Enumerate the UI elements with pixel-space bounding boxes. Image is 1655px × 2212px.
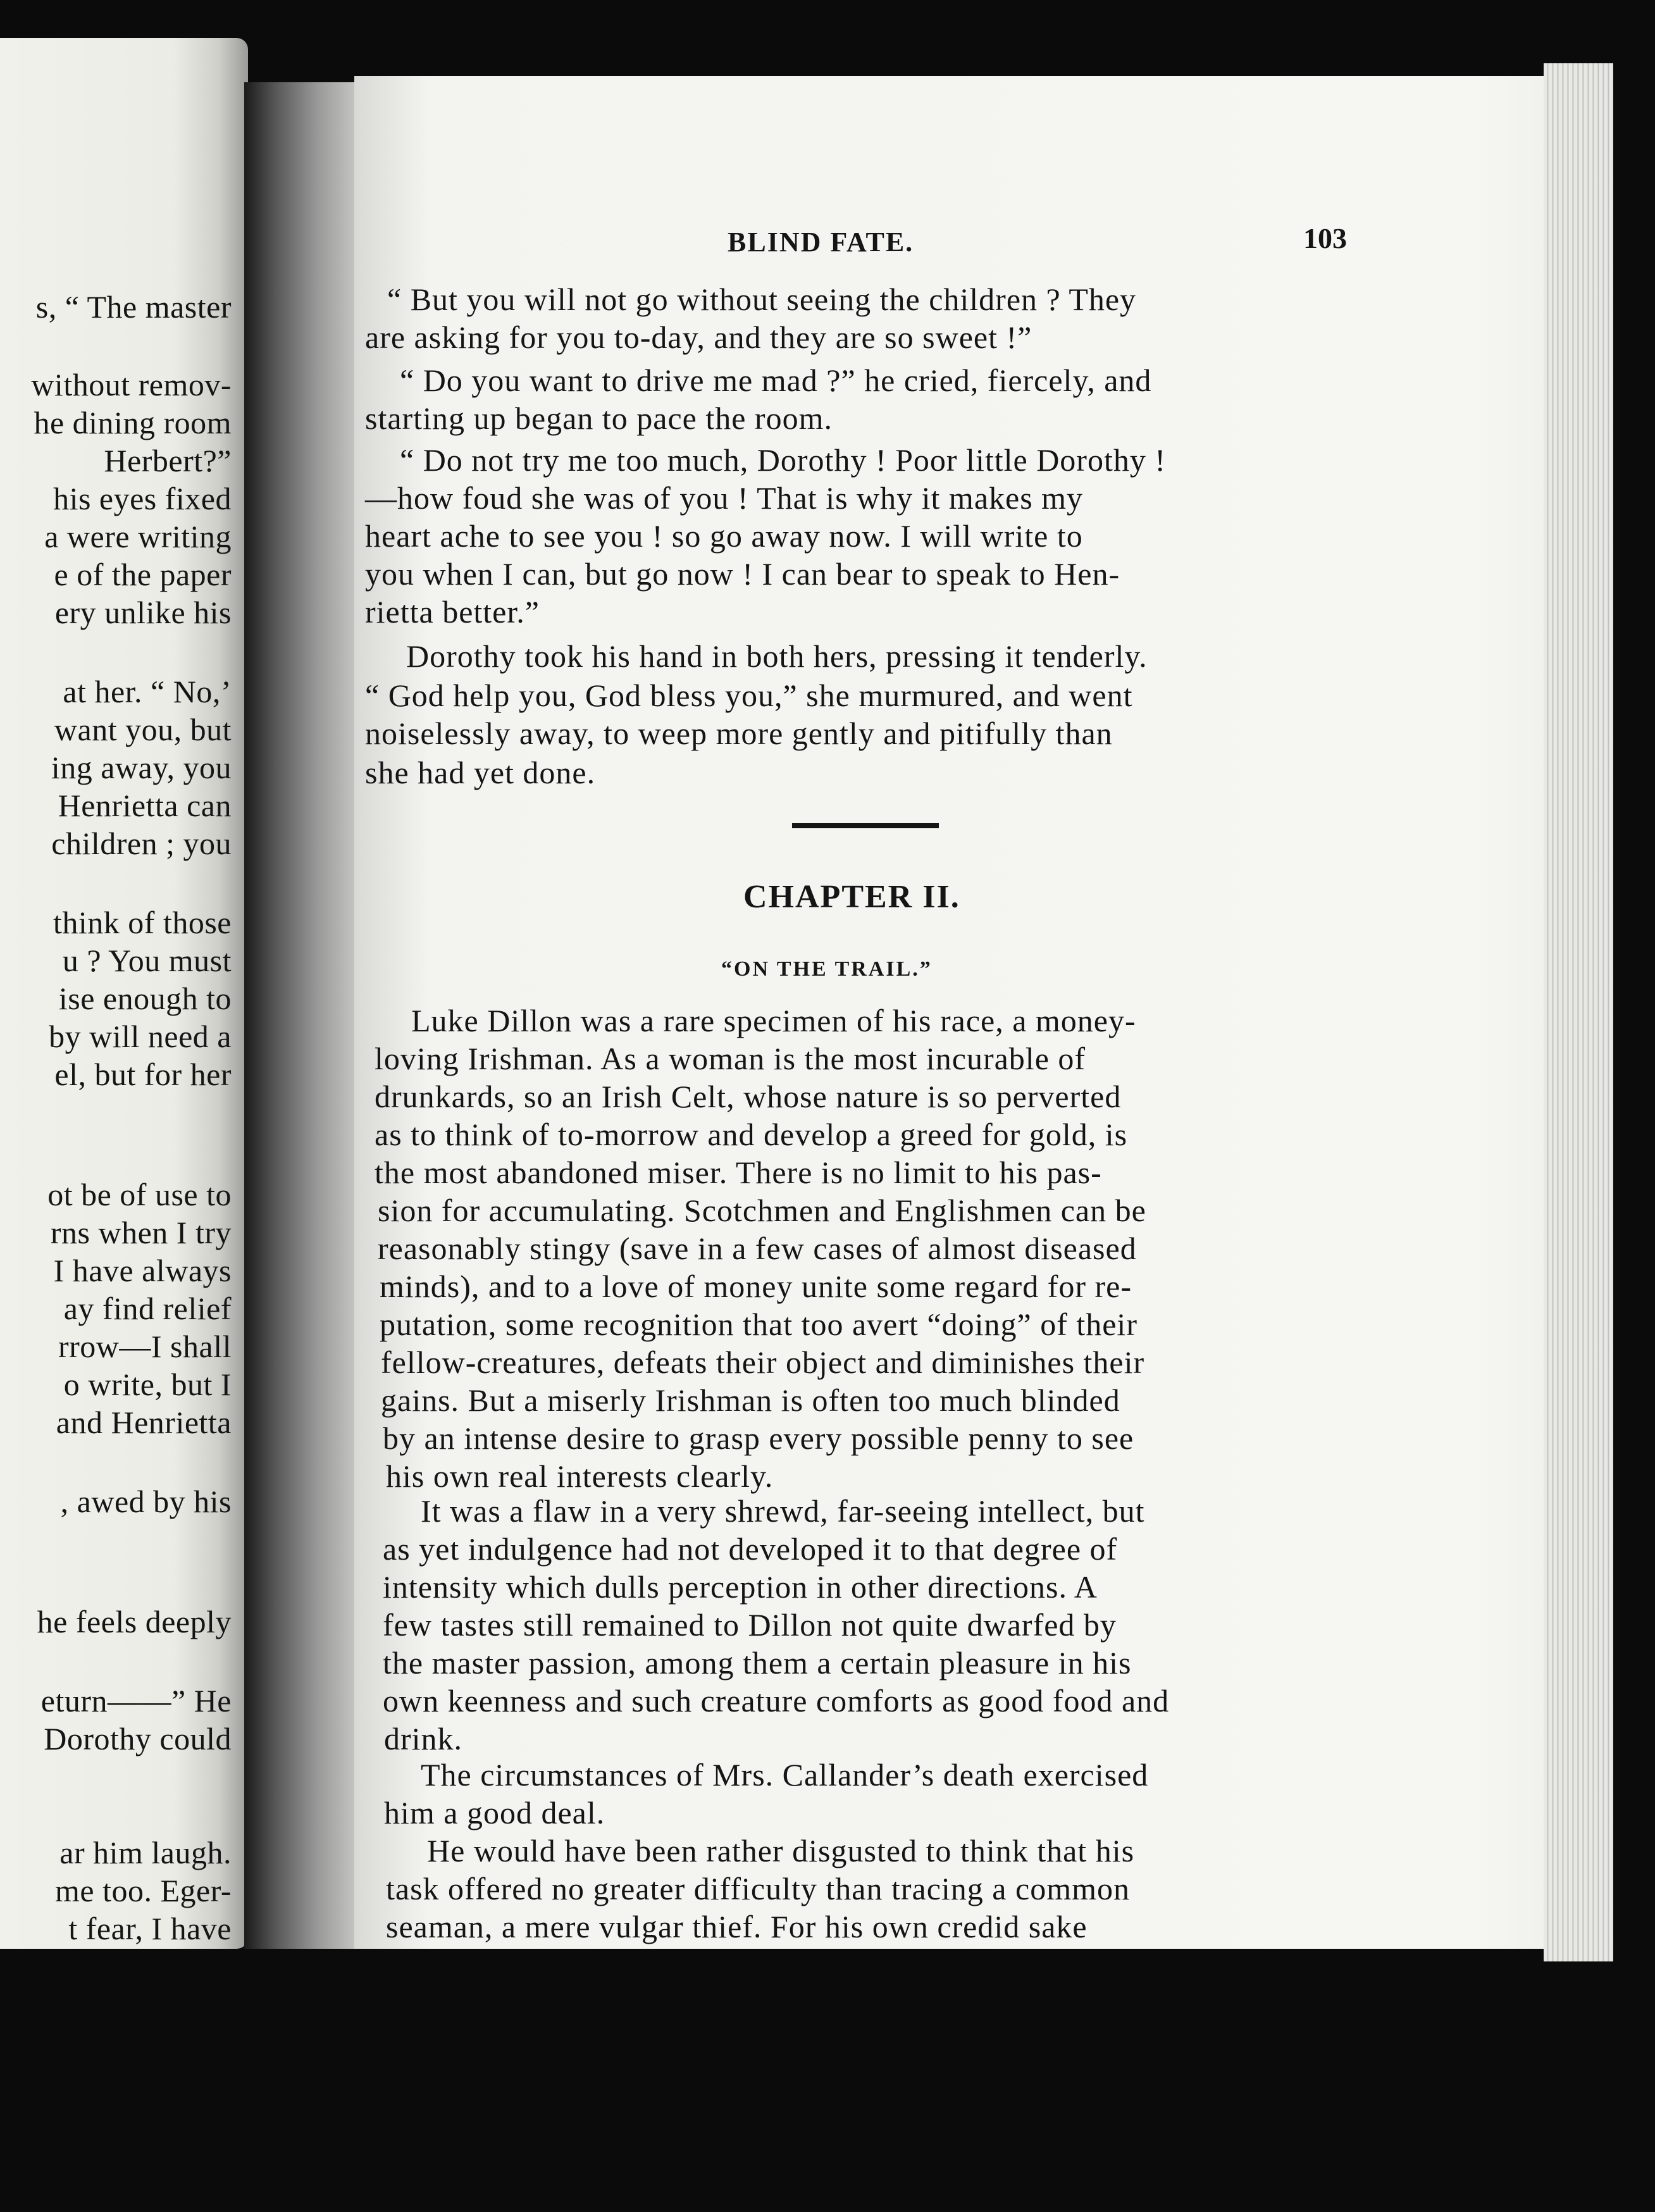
text-line: a were writing [44, 519, 232, 554]
text-line: as to think of to-morrow and develop a greed for gold, is [375, 1117, 1128, 1152]
text-line: without remov- [31, 367, 232, 402]
text-line: The circumstances of Mrs. Callander’s death exercised [421, 1757, 1149, 1793]
text-line: heart ache to see you ! so go away now. I will write to [365, 518, 1083, 554]
text-line: o write, but I [63, 1367, 232, 1402]
text-line: and Henrietta [56, 1405, 232, 1440]
text-line: fellow-creatures, defeats their object and diminishes their [381, 1345, 1145, 1380]
text-line: she had yet done. [365, 755, 596, 790]
text-line: ar him laugh. [59, 1835, 232, 1870]
text-line: Luke Dillon was a rare specimen of his race, a money- [411, 1003, 1136, 1038]
text-line: s, “ The master [35, 289, 232, 325]
text-line: t fear, I have [68, 1911, 232, 1946]
text-line: ise enough to [58, 981, 232, 1016]
text-line: drink. [384, 1721, 463, 1756]
text-line: by will need a [49, 1019, 232, 1054]
chapter-subtitle: “ON THE TRAIL.” [721, 957, 933, 981]
text-line: intensity which dulls perception in other directions. A [383, 1569, 1098, 1605]
text-line: “ Do you want to drive me mad ?” he cried, fiercely, and [400, 363, 1152, 398]
text-line: the master passion, among them a certain pleasure in his [383, 1645, 1132, 1681]
text-line: are asking for you to-day, and they are so sweet !” [365, 320, 1032, 355]
text-line: he feels deeply [37, 1604, 232, 1639]
text-line: rrow—I shall [58, 1329, 232, 1364]
text-line: It was a flaw in a very shrewd, far-seeing intellect, but [421, 1493, 1145, 1529]
text-line: starting up began to pace the room. [365, 401, 833, 436]
text-line: loving Irishman. As a woman is the most incurable of [375, 1041, 1086, 1076]
text-line: Herbert?” [104, 443, 232, 478]
previous-page [0, 38, 248, 1949]
text-line: “ But you will not go without seeing the children ? They [387, 282, 1137, 317]
chapter-title: CHAPTER II. [743, 879, 960, 915]
text-line: “ Do not try me too much, Dorothy ! Poor little Dorothy ! [400, 442, 1167, 478]
text-line: rns when I try [50, 1215, 232, 1250]
text-line: own keenness and such creature comforts as good food and [383, 1683, 1170, 1718]
text-line: you when I can, but go now ! I can bear to speak to Hen- [365, 556, 1120, 592]
text-line: noiselessly away, to weep more gently and pitifully than [365, 716, 1113, 751]
text-line: ay find relief [63, 1291, 232, 1326]
page-edge-stack [1544, 63, 1613, 1961]
text-line: the most abandoned miser. There is no limit to his pas- [375, 1155, 1102, 1190]
section-divider [792, 823, 939, 828]
text-line: eturn——” He [40, 1683, 232, 1718]
text-line: He would have been rather disgusted to think that his [427, 1833, 1135, 1868]
text-line: el, but for her [54, 1057, 232, 1092]
text-line: e of the paper [54, 557, 232, 592]
text-line: me too. Eger- [54, 1873, 232, 1908]
text-line: want you, but [54, 712, 232, 747]
page-number: 103 [1303, 222, 1347, 254]
text-line: Dorothy took his hand in both hers, pressing it tenderly. [406, 638, 1148, 674]
text-line: I have always [53, 1253, 232, 1288]
text-line: reasonably stingy (save in a few cases of almost diseased [378, 1231, 1137, 1266]
text-line: as yet indulgence had not developed it to that degree of [383, 1531, 1118, 1567]
text-line: task offered no greater difficulty than tracing a common [386, 1871, 1130, 1906]
text-line: by an intense desire to grasp every possible penny to see [383, 1420, 1134, 1456]
text-line: ot be of use to [47, 1177, 232, 1212]
text-line: think of those [53, 905, 232, 940]
text-line: he dining room [34, 405, 232, 440]
text-line: sion for accumulating. Scotchmen and Englishmen can be [378, 1193, 1146, 1228]
text-line: putation, some recognition that too avert “doing” of their [380, 1307, 1137, 1342]
text-line: “ God help you, God bless you,” she murmured, and went [365, 678, 1133, 713]
text-line: drunkards, so an Irish Celt, whose nature is so perverted [375, 1079, 1122, 1114]
text-line: seaman, a mere vulgar thief. For his own credid sake [386, 1909, 1088, 1944]
text-line: at her. “ No,’ [63, 674, 232, 709]
text-line: children ; you [51, 826, 232, 861]
text-line: ing away, you [51, 750, 232, 785]
text-line: , awed by his [60, 1484, 232, 1519]
text-line: gains. But a miserly Irishman is often too much blinded [381, 1382, 1120, 1418]
text-line: u ? You must [62, 943, 232, 978]
text-line: rietta better.” [365, 594, 540, 630]
text-line: his own real interests clearly. [386, 1458, 774, 1494]
text-line: —how foud she was of you ! That is why it makes my [365, 480, 1084, 516]
text-line: him a good deal. [384, 1795, 605, 1830]
text-line: ery unlike his [54, 595, 232, 630]
text-line: his eyes fixed [53, 481, 232, 516]
text-line: Dorothy could [44, 1721, 232, 1756]
text-line: minds), and to a love of money unite some regard for re- [380, 1269, 1132, 1304]
running-head: BLIND FATE. [728, 227, 914, 258]
text-line: Henrietta can [58, 788, 232, 823]
text-line: few tastes still remained to Dillon not quite dwarfed by [383, 1607, 1117, 1643]
